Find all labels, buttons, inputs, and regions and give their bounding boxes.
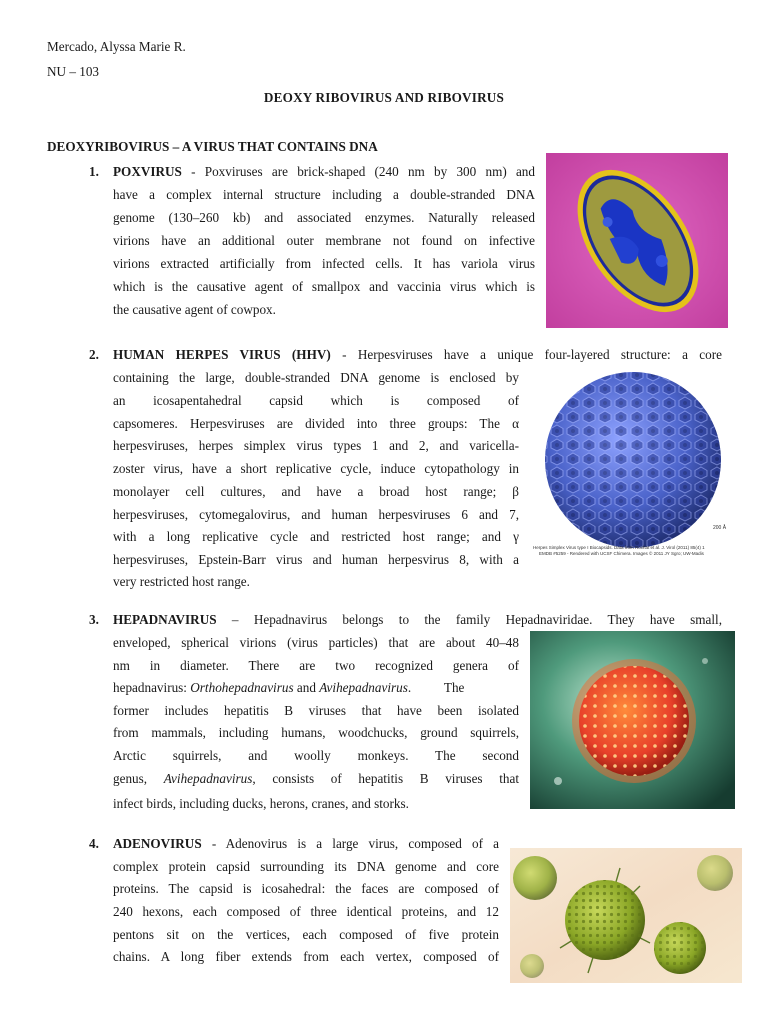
item-text-line: proteins. The capsid is icosahedral: the faces are composed of: [113, 881, 499, 896]
item-text-line: chains. A long fiber extends from each vertex, composed of: [113, 949, 499, 964]
herpes-virus-image: [533, 368, 737, 564]
item-text-line: complex protein capsid surrounding its DNA genome and core: [113, 859, 499, 874]
page-title: DEOXY RIBOVIRUS AND RIBOVIRUS: [263, 90, 505, 105]
section-title: DEOXYRIBOVIRUS – A VIRUS THAT CONTAINS DNA: [47, 139, 378, 154]
item-number: 1.: [89, 164, 99, 179]
item-name: HUMAN HERPES VIRUS (HHV): [113, 347, 331, 362]
item-text-line: infect birds, including ducks, herons, cranes, and storks.: [113, 796, 409, 811]
item-number: 2.: [89, 347, 99, 362]
item-text-line: zoster virus, have a short replicative cycle, induce cytopathology in: [113, 461, 519, 476]
item-text-line: herpesviruses, herpes simplex virus types 1 and 2, and varicella-: [113, 438, 519, 453]
item-text-line: enveloped, spherical virions (virus particles) that are about 40–48: [113, 635, 519, 650]
item-text-line: which is the causative agent of smallpox and vaccinia virus which is: [113, 279, 535, 294]
item-text-line: from mammals, including humans, woodchucks, ground squirrels,: [113, 725, 519, 740]
item-text-line: genus, Avihepadnavirus, consists of hepatitis B viruses that: [113, 771, 519, 786]
item-text-line: herpesviruses, cytomegalovirus, and human herpesviruses 6 and 7,: [113, 507, 519, 522]
item-text-line: POXVIRUS - Poxviruses are brick-shaped (240 nm by 300 nm) and: [113, 164, 535, 179]
item-text-line: pentons sit on the vertices, each composed of five protein: [113, 927, 499, 942]
item-text-line: the causative agent of cowpox.: [113, 302, 276, 317]
adenovirus-image: [510, 848, 742, 983]
item-name: HEPADNAVIRUS: [113, 612, 217, 627]
item-text-line: HEPADNAVIRUS – Hepadnavirus belongs to the family Hepadnaviridae. They have small,: [113, 612, 722, 627]
item-text-line: an icosapentahedral capsid which is composed of: [113, 393, 519, 408]
item-text-line: 240 hexons, each composed of three identical proteins, and 12: [113, 904, 499, 919]
item-text-line: virions have an additional outer membrane not found on infective: [113, 233, 535, 248]
course-code: NU – 103: [47, 64, 100, 79]
item-text-line: nm in diameter. There are two recognized genera of: [113, 658, 519, 673]
item-text-line: containing the large, double-stranded DNA genome is enclosed by: [113, 370, 519, 385]
item-text-line: with a long replicative cycle and restricted host range; and γ: [113, 529, 519, 544]
item-text-line: former includes hepatitis B viruses that have been isolated: [113, 703, 519, 718]
item-text-line: Arctic squirrels, and woolly monkeys. The second: [113, 748, 519, 763]
item-text-line: capsomeres. Herpesviruses are divided into three groups: The α: [113, 416, 519, 431]
item-text-line: have a complex internal structure including a double-stranded DNA: [113, 187, 535, 202]
item-number: 4.: [89, 836, 99, 851]
item-text-line: virions extracted artificially from infected cells. It has variola virus: [113, 256, 535, 271]
item-text-line: monolayer cell cultures, and have a broad host range; β: [113, 484, 519, 499]
author-name: Mercado, Alyssa Marie R.: [47, 39, 186, 54]
item-name: POXVIRUS: [113, 164, 182, 179]
item-text-line: genome (130–260 kb) and associated enzymes. Naturally released: [113, 210, 535, 225]
item-text-line: ADENOVIRUS - Adenovirus is a large virus, composed of a: [113, 836, 499, 851]
hepadnavirus-image: [530, 631, 735, 809]
item-name: ADENOVIRUS: [113, 836, 202, 851]
item-text-line: HUMAN HERPES VIRUS (HHV) - Herpesviruses have a unique four-layered structure: a core: [113, 347, 722, 362]
poxvirus-image: [546, 153, 728, 328]
scale-label: 200 Å: [713, 525, 727, 531]
image-caption: Herpes Simplex Virus type I Biocapsids. Data from Rochat et al. J. Virol (2011) 85(4) 1: [533, 545, 705, 550]
image-caption: EMDB #5259 - Rendered with UCSF Chimera. Images © 2011 JY Sgro; UW-Madis: [539, 551, 704, 556]
item-text-line: hepadnavirus: Orthohepadnavirus and Avihepadnavirus. The: [113, 680, 465, 695]
item-text-line: herpesviruses, Epstein-Barr virus and human herpesvirus 8, with a: [113, 552, 519, 567]
item-number: 3.: [89, 612, 99, 627]
item-text-line: very restricted host range.: [113, 574, 250, 589]
